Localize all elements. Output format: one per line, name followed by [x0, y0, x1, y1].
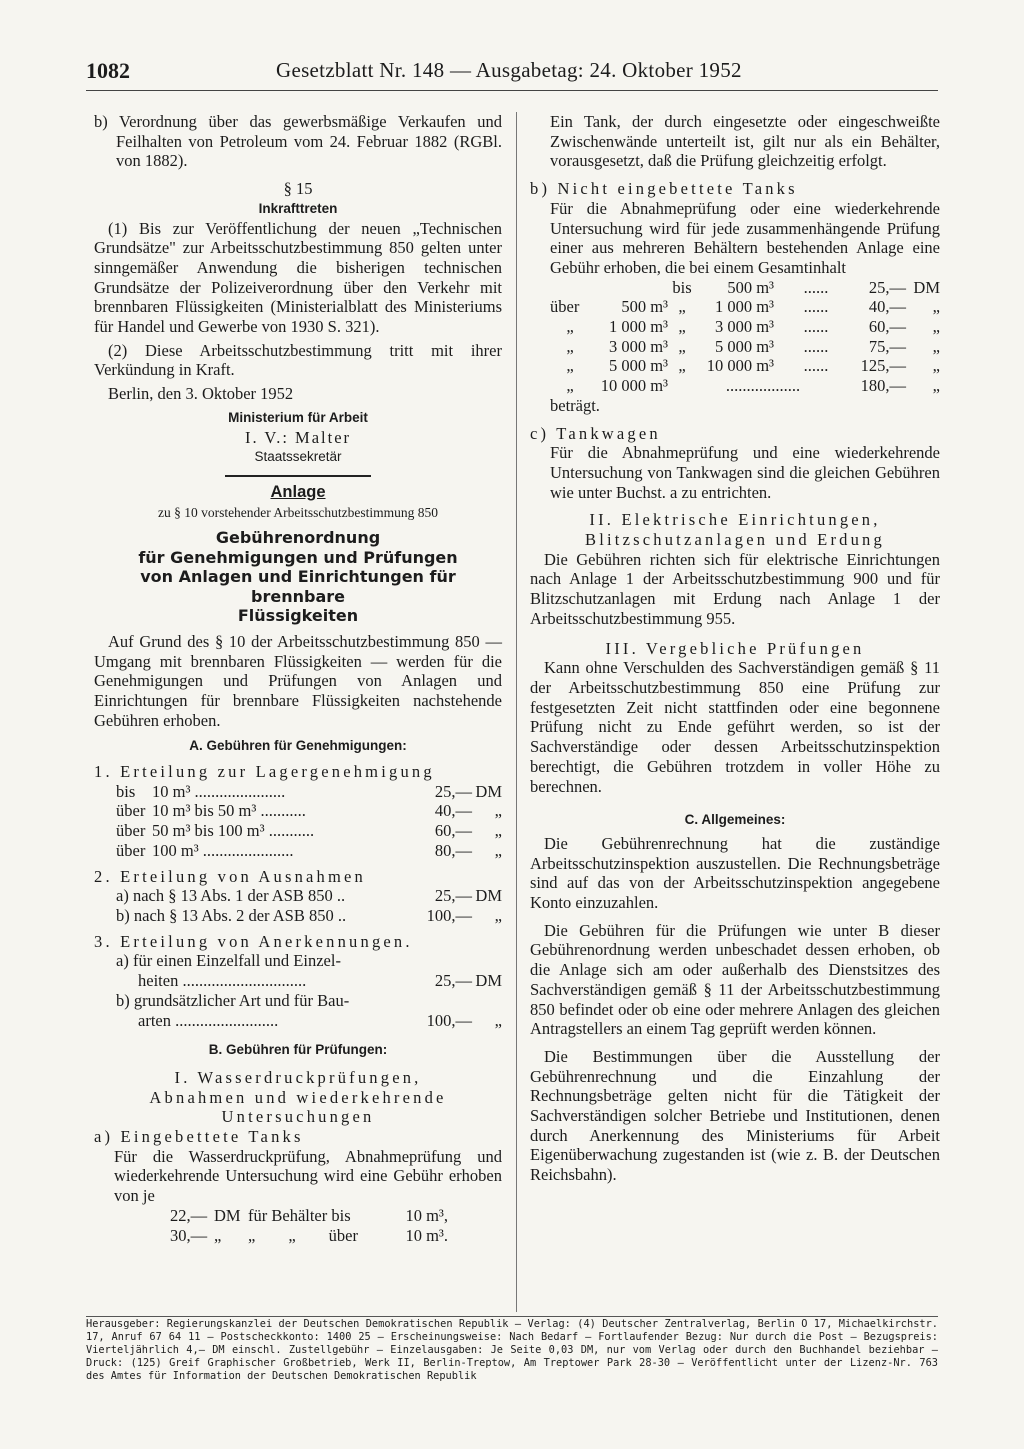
fee-row: „ 1 000 m³ „ 3 000 m³ ...... 60,— „ [566, 317, 940, 337]
a3-title: 3. Erteilung von Anerkennungen. [94, 931, 413, 951]
fee-row: arten ......................... 100,— „ [138, 1010, 502, 1030]
b2-title-line: Blitzschutzanlagen und Erdung [585, 530, 885, 550]
ordnung-title-line: Gebührenordnung [215, 528, 381, 548]
a3a-line1: a) für einen Einzelfall und Einzel- [116, 951, 341, 971]
section-b-heading: B. Gebühren für Prüfungen: [208, 1042, 388, 1058]
c-paragraph-1: Die Gebührenrechnung hat die zuständige Arbeitsschutzinspektion auszustellen. Die Rechnungsbeträge sind auf das von der Arbeitsschutzinspektion angegebene Konto einzuzahlen. [530, 833, 940, 913]
left-column [94, 112, 502, 1245]
b1b-end: beträgt. [550, 395, 600, 415]
fee-range: 50 m³ bis 100 m³ ........... [152, 821, 315, 841]
ordnung-title-line: für Genehmigungen und Prüfungen [138, 547, 458, 567]
b2-text: Die Gebühren richten sich für elektrische Einrichtungen nach Anlage 1 der Arbeitsschutzbestimmung 900 und für Blitzschutzanlagen mit Erdung nach Anlage 1 der Arbeitsschutzbestimmung 955. [530, 549, 940, 628]
anlage-title: Anlage [270, 482, 326, 501]
b3-title: III. Vergebliche Prüfungen [605, 638, 865, 658]
ordnung-title-line: von Anlagen und Einrichtungen für brennbare [140, 567, 456, 606]
fee-row: über 500 m³ „ 1 000 m³ ...... 40,— „ [550, 297, 940, 317]
fee-range: 100 m³ ...................... [152, 840, 294, 860]
right-column [530, 112, 940, 1185]
fee-row: b) nach § 13 Abs. 2 der ASB 850 .. 100,— „ [116, 906, 502, 925]
fee-row: 30,— „ „ „ über 10 m³. [170, 1225, 448, 1245]
intro-paragraph: Auf Grund des § 10 der Arbeitsschutzbestimmung 850 — Umgang mit brennbaren Flüssigkeiten — werden für die Genehmigungen und Prüfungen von Anlagen und Einrichtungen für brennbare Flüssigkeiten nachstehende Gebühren erhoben. [94, 631, 502, 730]
b1c-text: Für die Abnahmeprüfung und eine wiederkehrende Untersuchung von Tankwagen sind die gleichen Gebühren wie unter Buchst. a zu entrichten. [550, 443, 940, 502]
b1a-fee-table [170, 1206, 448, 1245]
b1c-title: c) Tankwagen [530, 423, 661, 443]
c-paragraph-3: Die Bestimmungen über die Ausstellung der Gebührenrechnung und die Einzahlung der Rechnungsbeträge gelten nicht für die Tätigkeit der Sachverständigen solcher Betriebe und Institutionen, denen durch Anerkennung des Ministeriums für Arbeit Eigenüberwachung zugestanden ist (wie z. B. der Deutschen Reichsbahn). [530, 1046, 940, 1185]
fee-row: a) nach § 13 Abs. 1 der ASB 850 .. 25,— DM [116, 886, 502, 906]
column-divider [516, 112, 517, 1312]
ordnung-title-line: Flüssigkeiten [237, 606, 359, 626]
continuation-text: Ein Tank, der durch eingesetzte oder eingeschweißte Zwischenwände unterteilt ist, gilt nur als ein Behälter, vorausgesetzt, daß die Prüfung gleichzeitig erfolgt. [550, 112, 940, 171]
paragraph-2: (2) Diese Arbeitsschutzbestimmung tritt mit ihrer Verkündung in Kraft. [94, 340, 502, 380]
b3-text: Kann ohne Verschulden des Sachverständigen gemäß § 11 der Arbeitsschutzbestimmung 850 eine Prüfung zur festgesetzten Zeit nicht stattfinden oder eine begonnene Prüfung nicht zu Ende geführt werden, so ist der Sachverständige oder dessen Arbeitsschutzinspektion berechtigt, die Gebühren trotzdem in voller Höhe zu berechnen. [530, 658, 940, 796]
b1b-fee-table [550, 278, 940, 396]
fee-row: bis 500 m³ ...... 25,— DM [672, 277, 940, 297]
paragraph-1: (1) Bis zur Veröffentlichung der neuen „Technischen Grundsätze" zur Arbeitsschutzbestimmung 850 gelten unter sinngemäßer Anwendung die bisherigen technischen Grundsätze der Polizeiverordnung über den Verkehr mit brennbaren Flüssigkeiten (Ministerialblatt des Ministeriums für Handel und Gewerbe von 1930 S. 321). [94, 218, 502, 337]
a3-fee-table [116, 951, 502, 1030]
a2-fee-table [116, 886, 502, 925]
page-header-title: Gesetzblatt Nr. 148 — Ausgabetag: 24. Oktober 1952 [276, 58, 742, 82]
signature-title: Staatssekretär [254, 449, 342, 465]
item-b-text: b) Verordnung über das gewerbsmäßige Verkaufen und Feilhalten von Petroleum vom 24. Februar 1882 (RGBl. von 1882). [94, 112, 502, 171]
b1a-title: a) Eingebettete Tanks [94, 1127, 304, 1147]
b2-title-line: II. Elektrische Einrichtungen, [589, 510, 881, 530]
c-paragraph-2: Die Gebühren für die Prüfungen wie unter B dieser Gebührenordnung werden unbeschadet dessen erhoben, ob die Anlage sich am oder außerhalb des Dienstsitzes des Sachverständigen gemäß § 11 der Arbeitsschutzbestimmung 850 befindet oder ob eine oder mehrere Anlagen des gleichen Antragstellers an einem Tag geprüft werden können. [530, 920, 940, 1039]
place-date: Berlin, den 3. Oktober 1952 [108, 384, 294, 404]
fee-range: 10 m³ ...................... [152, 781, 286, 801]
b1-title-line: Abnahmen und wiederkehrende [149, 1087, 447, 1107]
fee-row: „ 5 000 m³ „ 10 000 m³ ...... 125,— „ [566, 356, 940, 376]
fee-row: über 10 m³ bis 50 m³ ........... 40,— „ [116, 801, 502, 821]
b1b-text: Für die Abnahmeprüfung oder eine wiederkehrende Untersuchung wird für jede zusammenhängende Prüfung einer aus mehreren Behältern bestehenden Anlage eine Gebühr erhoben, die bei einem Gesamtinhalt [550, 198, 940, 277]
fee-row: bis 10 m³ ...................... 25,— DM [116, 781, 502, 801]
signature: I. V.: Malter [244, 427, 352, 447]
section-15-title: Inkrafttreten [258, 200, 338, 216]
page-number: 1082 [86, 58, 130, 83]
fee-row: über 100 m³ ...................... 80,— „ [116, 840, 502, 860]
section-c-heading: C. Allgemeines: [684, 812, 786, 828]
footer-rule [86, 1316, 938, 1317]
imprint-footer: Herausgeber: Regierungskanzlei der Deutschen Demokratischen Republik — Verlag: (4) Deutscher Zentralverlag, Berlin O 17, Michaelkirchstr. 17, Anruf 67 64 11 — Postscheckkonto: 1400 25 — Erscheinungsweise: Nach Bedarf — Fortlaufender Bezug: Nur durch die Post — Bezugspreis: Vierteljährlich 4,— DM einschl. Zustellgebühr — Einzelausgaben: Je Seite 0,03 DM, nur vom Verlag oder durch den Buchhandel beziehbar — Druck: (125) Greif Graphischer Großbetrieb, Werk II, Berlin-Treptow, Am Treptower Park 28-30 — Veröffentlicht unter der Lizenz-Nr. 763 des Amtes für Information der Deutschen Demokratischen Republik [86, 1318, 938, 1382]
anlage-rule [225, 475, 371, 477]
b1-title-line: I. Wasserdruckprüfungen, [174, 1067, 422, 1087]
a1-title: 1. Erteilung zur Lagergenehmigung [94, 762, 435, 782]
ministry-name: Ministerium für Arbeit [228, 409, 368, 425]
fee-row: 22,— DM für Behälter bis 10 m³, [170, 1205, 448, 1225]
section-15-number: § 15 [283, 179, 313, 199]
section-a-heading: A. Gebühren für Genehmigungen: [189, 738, 407, 754]
a1-fee-table [116, 782, 502, 861]
fee-row: „ 3 000 m³ „ 5 000 m³ ...... 75,— „ [566, 336, 940, 356]
b1b-title: b) Nicht eingebettete Tanks [530, 179, 798, 199]
b1a-text: Für die Wasserdruckprüfung, Abnahmeprüfung und wiederkehrende Untersuchung wird eine Gebühr erhoben von je [114, 1146, 502, 1206]
fee-row: über 50 m³ bis 100 m³ ........... 60,— „ [116, 821, 502, 841]
anlage-subtitle: zu § 10 vorstehender Arbeitsschutzbestimmung 850 [157, 504, 439, 520]
ordnung-title [94, 528, 502, 626]
a3b-line1: b) grundsätzlicher Art und für Bau- [116, 990, 350, 1010]
a2-title: 2. Erteilung von Ausnahmen [94, 866, 367, 886]
fee-row: heiten .............................. 25,— DM [138, 971, 502, 991]
header-rule [86, 90, 938, 91]
fee-range: 10 m³ bis 50 m³ ........... [152, 801, 306, 821]
fee-row: „ 10 000 m³ .................. 180,— „ [566, 376, 940, 396]
b1-title-line: Untersuchungen [221, 1107, 375, 1127]
